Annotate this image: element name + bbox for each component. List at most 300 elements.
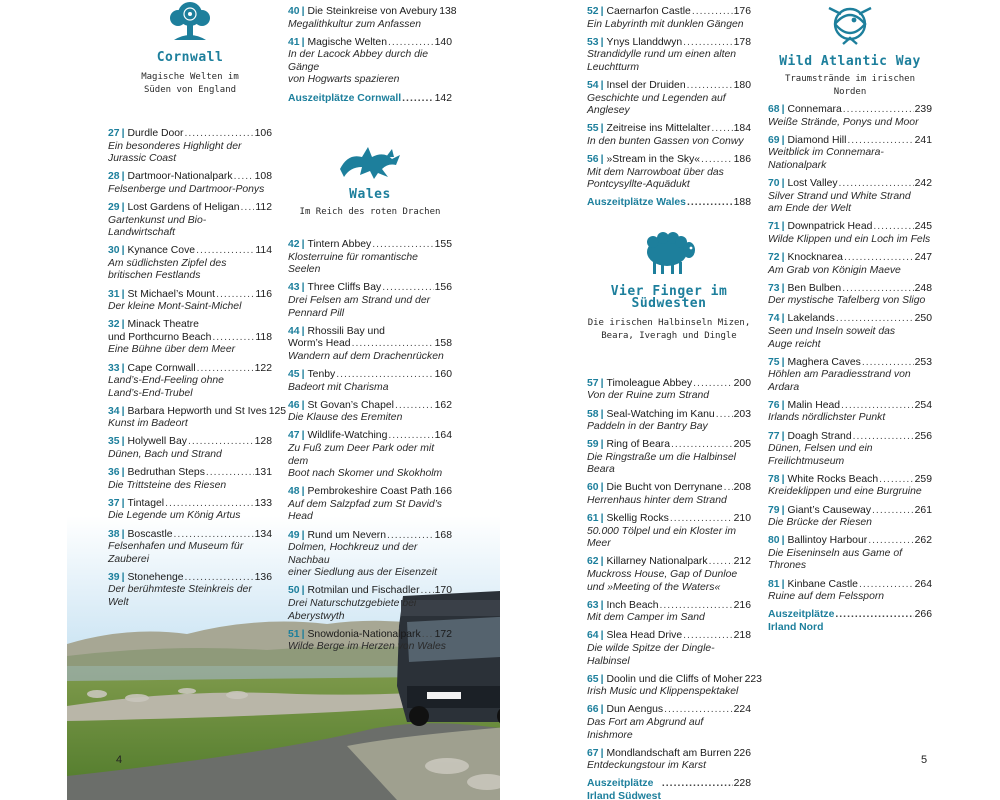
wales-column [288, 0, 457, 659]
leader-dots [839, 178, 914, 191]
entry-title: St Michael’s Mount [127, 288, 216, 300]
entry-number: 64 [587, 630, 599, 642]
leader-dots [709, 556, 733, 569]
wales-entry-list [288, 239, 452, 654]
wild-atlantic-title: Wild Atlantic Way [779, 54, 921, 69]
entry-title: Skellig Rocks [606, 513, 669, 525]
entry-title: Tintern Abbey [307, 239, 372, 251]
leader-dots [862, 357, 914, 370]
entry-number: 78 [768, 473, 780, 485]
entry-description: Land’s-End-Feeling ohne Land’s-End-Trubel [108, 375, 224, 399]
entry-number: 46 [288, 399, 300, 411]
entry-description: Ein Labyrinth mit dunklen Gängen [587, 18, 744, 30]
entry-title: Doagh Strand [787, 430, 852, 442]
leader-dots [659, 600, 732, 613]
entry-description: Zu Fuß zum Deer Park oder mit dem Boot nach Skomer und Skokholm [288, 442, 443, 480]
sudwesten-column [587, 0, 762, 800]
leader-dots [847, 135, 913, 148]
entry-description: In den bunten Gassen von Conwy [587, 135, 744, 147]
entry-page: 218 [733, 630, 751, 642]
leader-dots [873, 221, 913, 234]
entry-description: Am südlichsten Zipfel des britischen Festlands [108, 257, 227, 282]
toc-entry[interactable]: 43 | Three Cliffs Bay ..... 156 Drei Felsen am Strand und der Pennard Pill [288, 282, 452, 320]
toc-entry[interactable]: 59 | Ring of Beara ..... 205 Die Ringstraße um die Halbinsel Beara [587, 439, 751, 477]
leader-dots [185, 128, 254, 141]
entry-title: Ynys Llanddwyn [606, 36, 683, 48]
entry-title: Slea Head Drive [606, 630, 683, 642]
dragon-icon [288, 143, 452, 183]
entry-description: Paddeln in der Bantry Bay [587, 421, 708, 433]
entry-title: und Porthcurno Beach [108, 331, 212, 343]
entry-description: Irish Music und Klippenspektakel [587, 686, 739, 698]
toc-entry[interactable]: 38 | Boscastle ..... 134 Felsenhafen und Museum für Zauberei [108, 529, 272, 567]
toc-entry[interactable]: 45 | Tenby ..... 160 Badeort mit Charisma [288, 369, 452, 394]
entry-description: In der Lacock Abbey durch die Gänge von Hogwarts spazieren [288, 49, 428, 86]
toc-entry[interactable]: 80 | Ballintoy Harbour ..... 262 Die Eiseninseln aus Game of Thrones [768, 535, 932, 573]
entry-number: 28 [108, 171, 120, 183]
toc-entry[interactable]: 36 | Bedruthan Steps ..... 131 Die Trittsteine des Riesen [108, 467, 272, 492]
entry-page: 155 [434, 239, 452, 251]
toc-entry[interactable]: 37 | Tintagel ..... 133 Die Legende um König Artus [108, 498, 272, 523]
entry-page: 210 [733, 513, 751, 525]
entry-title: Rund um Nevern [307, 529, 387, 541]
entry-page: 114 [255, 245, 272, 257]
toc-entry[interactable]: 55 | Zeitreise ins Mittelalter ..... 184 In den bunten Gassen von Conwy [587, 123, 751, 148]
toc-entry[interactable]: 68 | Connemara ..... 239 Weiße Strände, Ponys und Moor [768, 104, 932, 129]
toc-entry[interactable]: 71 | Downpatrick Head ..... 245 Wilde Klippen und ein Loch im Fels [768, 221, 932, 246]
entry-title: Wildlife-Watching [307, 430, 388, 442]
vier-finger-title: Vier Finger im Südwesten [610, 283, 728, 312]
entry-title: Ben Bulben [787, 282, 842, 294]
leader-dots [165, 498, 254, 511]
entry-description: Die Ringstraße um die Halbinsel Beara [587, 451, 736, 476]
auszeit-irland-sudwest[interactable]: Auszeitplätze Irland Südwest ..... 228 [587, 778, 751, 800]
entry-description: Die Legende um König Artus [108, 510, 241, 522]
entry-title: Rotmilan und Fischadler [307, 585, 420, 597]
toc-entry[interactable]: 53 | Ynys Llanddwyn ..... 178 Strandidylle rund um einen alten Leuchtturm [587, 37, 751, 75]
entry-page: 253 [914, 356, 932, 368]
toc-entry[interactable]: 48 | Pembrokeshire Coast Path ..... 166 Auf dem Salzpfad zum St David’s Head [288, 486, 452, 524]
entry-page: 200 [733, 377, 751, 389]
entry-page: 259 [914, 473, 932, 485]
entry-description: Klosterruine für romantische Seelen [288, 251, 418, 276]
entry-page: 168 [434, 529, 452, 541]
entry-number: 51 [288, 628, 300, 640]
entry-title: Cape Cornwall [127, 362, 196, 374]
entry-page: 125 [268, 405, 287, 417]
entry-description: Geschichte und Legenden auf Anglesey [587, 92, 726, 117]
entry-number: 38 [108, 528, 120, 540]
entry-title: Knocknarea [787, 251, 843, 263]
leader-dots [388, 430, 433, 443]
wales-continued-list [587, 0, 751, 192]
entry-title: Kinbane Castle [787, 578, 858, 590]
entry-number: 41 [288, 36, 300, 48]
leader-dots [671, 439, 733, 452]
toc-entry[interactable]: 64 | Slea Head Drive ..... 218 Die wilde Spitze der Dingle-Halbinsel [587, 630, 751, 668]
entry-description: Strandidylle rund um einen alten Leuchtturm [587, 49, 737, 73]
leader-dots [372, 239, 433, 252]
entry-number: 80 [768, 535, 780, 547]
entry-title: Stonehenge [127, 571, 184, 583]
entry-number: 71 [768, 221, 780, 233]
toc-entry[interactable] [288, 326, 452, 364]
entry-number: 66 [587, 704, 599, 716]
entry-page: 254 [914, 399, 932, 411]
entry-title: Lost Gardens of Heligan [127, 201, 240, 213]
entry-description: Seen und Inseln soweit das Auge reicht [768, 325, 896, 350]
entry-number: 36 [108, 467, 120, 479]
leader-dots [859, 579, 914, 592]
entry-description: Drei Naturschutzgebiete bei Aberystwyth [288, 598, 417, 622]
entry-number: 42 [288, 239, 300, 251]
entry-title: Lakelands [787, 313, 835, 325]
toc-entry[interactable]: 62 | Killarney Nationalpark ..... 212 Muckross House, Gap of Dunloe und »Meeting of the Waters« [587, 556, 751, 594]
entry-description: Megalithkultur zum Anfassen [288, 18, 422, 30]
entry-description: Mit dem Camper im Sand [587, 612, 705, 624]
toc-entry[interactable]: 57 | Timoleague Abbey ..... 200 Von der Ruine zum Strand [587, 378, 751, 403]
entry-description: Felsenberge und Dartmoor-Ponys [108, 183, 265, 195]
toc-entry[interactable]: 35 | Holywell Bay ..... 128 Dünen, Bach und Strand [108, 436, 272, 461]
entry-page: 116 [255, 288, 272, 300]
entry-page: 241 [914, 134, 932, 146]
entry-number: 31 [108, 288, 120, 300]
entry-description: Der mystische Tafelberg von Sligo [768, 295, 926, 307]
entry-title: Die Bucht von Derrynane [606, 482, 723, 494]
entry-page: 166 [434, 486, 452, 498]
entry-description: Eine Bühne über dem Meer [108, 344, 236, 356]
toc-entry[interactable]: 76 | Malin Head ..... 254 Irlands nördlichster Punkt [768, 400, 932, 425]
toc-entry[interactable]: 54 | Insel der Druiden ..... 180 Geschichte und Legenden auf Anglesey [587, 80, 751, 118]
leader-dots [841, 400, 914, 413]
leader-dots [196, 245, 254, 258]
entry-description: 50.000 Tölpel und ein Kloster im Meer [587, 525, 737, 550]
celtic-bird-icon [768, 0, 932, 50]
entry-number: 72 [768, 251, 780, 263]
entry-page: 224 [733, 704, 751, 716]
entry-title: Dun Aengus [606, 704, 664, 716]
toc-entry[interactable]: 31 | St Michael’s Mount ..... 116 Der kleine Mont-Saint-Michel [108, 289, 272, 314]
entry-page: 264 [914, 578, 932, 590]
toc-entry[interactable]: 63 | Inch Beach ..... 216 Mit dem Camper im Sand [587, 600, 751, 625]
leader-dots [395, 400, 434, 413]
entry-page: 128 [254, 436, 272, 448]
toc-entry[interactable]: 75 | Maghera Caves ..... 253 Höhlen am Paradiesstrand von Ardara [768, 357, 932, 395]
entry-description: Mit dem Narrowboat über das Pontcysyllte-Aquädukt [587, 166, 724, 191]
entry-title: Die Steinkreise von Avebury [307, 6, 438, 17]
entry-description: Weitblick im Connemara-Nationalpark [768, 147, 884, 171]
entry-description: Ein besonderes Highlight der Jurassic Coast [108, 140, 242, 165]
entry-description: Am Grab von Königin Maeve [768, 264, 901, 276]
entry-title: Tintagel [127, 497, 165, 509]
toc-entry[interactable]: 51 | Snowdonia-Nationalpark ..... 172 Wilde Berge im Herzen von Wales [288, 629, 452, 654]
entry-title: Doolin und die Cliffs of Moher [606, 673, 743, 685]
vier-finger-subtitle: Die irischen Halbinseln Mizen, Beara, Iveragh und Dingle [587, 318, 751, 341]
toc-entry[interactable]: 46 | St Govan’s Chapel ..... 162 Die Klause des Eremiten [288, 400, 452, 425]
entry-page: 186 [733, 153, 751, 165]
leader-dots [422, 629, 434, 642]
entry-page: 162 [434, 399, 452, 411]
entry-description: Von der Ruine zum Strand [587, 390, 710, 402]
entry-description: Höhlen am Paradiesstrand von Ardara [768, 369, 911, 393]
toc-entry[interactable]: 33 | Cape Cornwall ..... 122 Land’s-End-Feeling ohne Land’s-End-Trubel [108, 363, 272, 401]
toc-entry[interactable]: 42 | Tintern Abbey ..... 155 Klosterruine für romantische Seelen [288, 239, 452, 277]
entry-page: 172 [434, 628, 452, 640]
entry-title: Boscastle [127, 528, 173, 540]
entry-number: 58 [587, 408, 599, 420]
toc-entry[interactable]: 29 | Lost Gardens of Heligan ..... 112 Gartenkunst und Bio-Landwirtschaft [108, 202, 272, 240]
leader-dots [836, 313, 914, 326]
entry-page: 156 [434, 282, 452, 294]
toc-entry[interactable]: 70 | Lost Valley ..... 242 Silver Strand und White Strand am Ende der Welt [768, 178, 932, 216]
toc-entry[interactable]: 77 | Doagh Strand ..... 256 Dünen, Felsen und ein Freilichtmuseum [768, 431, 932, 469]
toc-entry[interactable]: 56 | »Stream in the Sky« ..... 186 Mit dem Narrowboat über das Pontcysyllte-Aquädukt [587, 154, 751, 192]
entry-page: 208 [733, 482, 751, 494]
toc-entry[interactable]: 47 | Wildlife-Watching ..... 164 Zu Fuß zum Deer Park oder mit dem Boot nach Skomer und Skokholm [288, 430, 452, 480]
cornwall-subtitle: Magische Welten im Süden von England [141, 71, 239, 95]
toc-entry[interactable]: 34 | Barbara Hepworth und St Ives 125 Kunst im Badeort [108, 405, 287, 430]
leader-dots [716, 409, 733, 422]
entry-number: 81 [768, 578, 780, 590]
entry-description: Irlands nördlichster Punkt [768, 412, 886, 424]
entry-title: Insel der Druiden [606, 79, 686, 91]
cornwall-column [108, 0, 287, 615]
toc-entry[interactable]: 58 | Seal-Watching im Kanu ..... 203 Paddeln in der Bantry Bay [587, 409, 751, 434]
toc-entry[interactable]: 49 | Rund um Nevern ..... 168 Dolmen, Hochkreuz und der Nachbau einer Siedlung aus der Eisenzeit [288, 530, 452, 580]
toc-entry[interactable]: 79 | Giant’s Causeway ..... 261 Die Brücke der Riesen [768, 505, 932, 530]
entry-page: 118 [255, 331, 272, 343]
page-number-left: 4 [116, 754, 123, 766]
entry-title: Barbara Hepworth und St Ives [127, 405, 267, 417]
leader-dots [387, 530, 434, 543]
entry-title-prefix: Rhossili Bay und [307, 325, 385, 337]
entry-title: Inch Beach [606, 599, 659, 611]
entry-title: Mondlandschaft am Burren [606, 747, 732, 759]
auszeit-cornwall[interactable]: Auszeitplätze Cornwall ..... 142 [288, 93, 452, 106]
toc-entry[interactable]: 27 | Durdle Door ..... 106 Ein besonderes Highlight der Jurassic Coast [108, 128, 272, 166]
leader-dots [692, 6, 733, 19]
entry-number: 33 [108, 362, 120, 374]
entry-description: Dünen, Felsen und ein Freilichtmuseum [768, 443, 873, 467]
leader-dots [212, 332, 254, 345]
entry-title-line: 44 | Rhossili Bay und [288, 325, 385, 337]
toc-entry[interactable]: 61 | Skellig Rocks ..... 210 50.000 Tölpel und ein Kloster im Meer [587, 513, 751, 551]
entry-number: 49 [288, 529, 300, 541]
entry-number: 70 [768, 177, 780, 189]
entry-title: White Rocks Beach [787, 473, 879, 485]
entry-page: 158 [434, 338, 452, 350]
entry-page: 164 [434, 430, 452, 442]
entry-title: Diamond Hill [787, 134, 847, 146]
right-page [500, 0, 1000, 800]
entry-number: 52 [587, 6, 599, 17]
entry-description: Dünen, Bach und Strand [108, 449, 222, 461]
entry-description: Drei Felsen am Strand und der Pennard Pill [288, 295, 431, 319]
entry-number: 75 [768, 356, 780, 368]
entry-page: 160 [434, 369, 452, 380]
entry-number: 40 [288, 6, 300, 17]
leader-dots [687, 80, 733, 93]
entry-page: 178 [733, 36, 751, 48]
toc-entry[interactable]: 28 | Dartmoor-Nationalpark ..... 108 Felsenberge und Dartmoor-Ponys [108, 171, 272, 196]
entry-number: 60 [587, 482, 599, 494]
entry-page: 112 [255, 201, 272, 213]
entry-description: Wilde Berge im Herzen von Wales [288, 641, 446, 653]
toc-entry[interactable]: 67 | Mondlandschaft am Burren ..... 226 Entdeckungstour im Karst [587, 748, 751, 773]
entry-title: Timoleague Abbey [606, 377, 693, 389]
entry-page: 136 [254, 571, 272, 583]
toc-entry[interactable]: 66 | Dun Aengus ..... 224 Das Fort am Abgrund auf Inishmore [587, 704, 751, 742]
entry-page: 184 [733, 123, 751, 135]
leader-dots [868, 535, 913, 548]
toc-entry[interactable]: 72 | Knocknarea ..... 247 Am Grab von Königin Maeve [768, 252, 932, 277]
toc-entry[interactable] [108, 319, 272, 357]
entry-description: Die Brücke der Riesen [768, 517, 872, 529]
toc-entry[interactable]: 30 | Kynance Cove ..... 114 Am südlichsten Zipfel des britischen Festlands [108, 245, 272, 283]
entry-title: Tenby [307, 369, 336, 380]
leader-dots [844, 252, 914, 265]
entry-number: 32 [108, 319, 120, 331]
entry-title: Killarney Nationalpark [606, 556, 708, 568]
leader-dots [185, 572, 254, 585]
page-number-right: 5 [921, 754, 928, 766]
wild-atlantic-entry-list [768, 104, 932, 604]
wales-subtitle: Im Reich des roten Drachen [299, 206, 441, 217]
toc-entry[interactable]: 52 | Caernarfon Castle ..... 176 Ein Labyrinth mit dunklen Gängen [587, 6, 751, 31]
leader-dots [670, 513, 733, 526]
toc-entry[interactable]: 78 | White Rocks Beach ..... 259 Kreideklippen und eine Burgruine [768, 474, 932, 499]
entry-page: 138 [439, 6, 457, 17]
toc-entry[interactable]: 65 | Doolin und die Cliffs of Moher 223 Irish Music und Klippenspektakel [587, 673, 762, 698]
entry-number: 47 [288, 430, 300, 442]
leader-dots [206, 467, 254, 480]
leader-dots [174, 529, 254, 542]
tree-icon [108, 0, 272, 42]
entry-page: 245 [914, 221, 932, 233]
entry-description: Das Fort am Abgrund auf Inishmore [587, 716, 704, 741]
wild-atlantic-subtitle: Traumstrände im irischen Norden [784, 73, 916, 97]
toc-entry[interactable]: 74 | Lakelands ..... 250 Seen und Inseln soweit das Auge reicht [768, 313, 932, 351]
entry-number: 74 [768, 313, 780, 325]
entry-page: 203 [733, 408, 751, 420]
toc-entry[interactable]: 81 | Kinbane Castle ..... 264 Ruine auf dem Felssporn [768, 579, 932, 604]
leader-dots [853, 431, 914, 444]
entry-page: 262 [914, 535, 932, 547]
entry-title: Caernarfon Castle [606, 6, 691, 17]
entry-number: 34 [108, 405, 120, 417]
leader-dots [701, 154, 733, 167]
entry-number: 62 [587, 556, 599, 568]
entry-number: 79 [768, 504, 780, 516]
entry-title: Giant’s Causeway [787, 504, 872, 516]
entry-number: 63 [587, 599, 599, 611]
leader-dots [664, 704, 733, 717]
leader-dots [879, 474, 914, 487]
entry-description: Wilde Klippen und ein Loch im Fels [768, 233, 931, 245]
entry-page: 134 [254, 528, 272, 540]
entry-title: Holywell Bay [127, 436, 187, 448]
sudwesten-entry-list [587, 377, 762, 773]
entry-title: Snowdonia-Nationalpark [307, 628, 421, 640]
entry-title: Seal-Watching im Kanu [606, 408, 715, 420]
entry-title: St Govan’s Chapel [307, 399, 394, 411]
entry-title-prefix: Minack Theatre [127, 319, 199, 331]
entry-description: Kunst im Badeort [108, 418, 188, 430]
entry-page: 250 [914, 313, 932, 325]
entry-number: 48 [288, 486, 300, 498]
entry-page: 226 [733, 747, 751, 759]
entry-description: Auf dem Salzpfad zum St David’s Head [288, 498, 443, 523]
leader-dots [388, 37, 434, 50]
toc-entry[interactable]: 73 | Ben Bulben ..... 248 Der mystische Tafelberg von Sligo [768, 283, 932, 308]
entry-page: 239 [914, 104, 932, 115]
entry-number: 35 [108, 436, 120, 448]
entry-number: 53 [587, 36, 599, 48]
toc-entry[interactable]: 39 | Stonehenge ..... 136 Der berühmteste Steinkreis der Welt [108, 572, 272, 610]
entry-description: Die Eiseninseln aus Game of Thrones [768, 547, 902, 572]
entry-number: 55 [587, 123, 599, 135]
entry-title: Three Cliffs Bay [307, 282, 382, 294]
auszeit-irland-nord[interactable]: Auszeitplätze Irland Nord ..... 266 [768, 609, 932, 634]
leader-dots [842, 283, 913, 296]
entry-description: Entdeckungstour im Karst [587, 760, 706, 772]
toc-entry[interactable]: 41 | Magische Welten ..... 140 In der Lacock Abbey durch die Gänge von Hogwarts spazieren [288, 37, 452, 87]
entry-number: 69 [768, 134, 780, 146]
entry-description: Ruine auf dem Felssporn [768, 591, 885, 603]
entry-title: Dartmoor-Nationalpark [127, 171, 233, 183]
entry-title-line: 32 | Minack Theatre [108, 319, 199, 331]
entry-title: Bedruthan Steps [127, 467, 205, 479]
auszeit-wales[interactable]: Auszeitplätze Wales ..... 188 [587, 197, 751, 210]
toc-entry[interactable]: 60 | Die Bucht von Derrynane ..... 208 Herrenhaus hinter dem Strand [587, 482, 751, 507]
toc-entry[interactable]: 69 | Diamond Hill ..... 241 Weitblick im Connemara-Nationalpark [768, 135, 932, 173]
entry-page: 256 [914, 430, 932, 442]
leader-dots [241, 202, 255, 215]
toc-entry[interactable]: 40 | Die Steinkreise von Avebury 138 Megalithkultur zum Anfassen [288, 6, 457, 30]
entry-title: Pembrokeshire Coast Path [307, 486, 432, 498]
entry-description: Kreideklippen und eine Burgruine [768, 486, 922, 498]
entry-page: 131 [254, 467, 272, 479]
entry-description: Gartenkunst und Bio-Landwirtschaft [108, 214, 207, 239]
entry-number: 39 [108, 571, 120, 583]
entry-title: »Stream in the Sky« [606, 153, 701, 165]
entry-page: 261 [914, 504, 932, 516]
leader-dots [711, 123, 732, 136]
entry-page: 212 [733, 556, 751, 568]
entry-number: 57 [587, 377, 599, 389]
entry-page: 180 [733, 79, 751, 91]
entry-title: Maghera Caves [787, 356, 861, 368]
entry-number: 68 [768, 104, 780, 115]
entry-page: 216 [733, 599, 751, 611]
entry-number: 76 [768, 399, 780, 411]
entry-number: 56 [587, 153, 599, 165]
entry-page: 176 [733, 6, 751, 17]
entry-title: Ballintoy Harbour [787, 535, 868, 547]
entry-page: 247 [914, 251, 932, 263]
entry-number: 29 [108, 201, 120, 213]
cornwall-entry-list [108, 128, 287, 610]
leader-dots [188, 436, 254, 449]
entry-page: 223 [744, 673, 762, 685]
leader-dots [843, 104, 914, 117]
entry-number: 73 [768, 282, 780, 294]
entry-description: Muckross House, Gap of Dunloe und »Meeting of the Waters« [587, 569, 738, 593]
entry-page: 242 [914, 177, 932, 189]
entry-title: Downpatrick Head [787, 221, 873, 233]
toc-entry[interactable]: 50 | Rotmilan und Fischadler ..... 170 Drei Naturschutzgebiete bei Aberystwyth [288, 585, 452, 623]
wild-atlantic-column [768, 0, 932, 640]
